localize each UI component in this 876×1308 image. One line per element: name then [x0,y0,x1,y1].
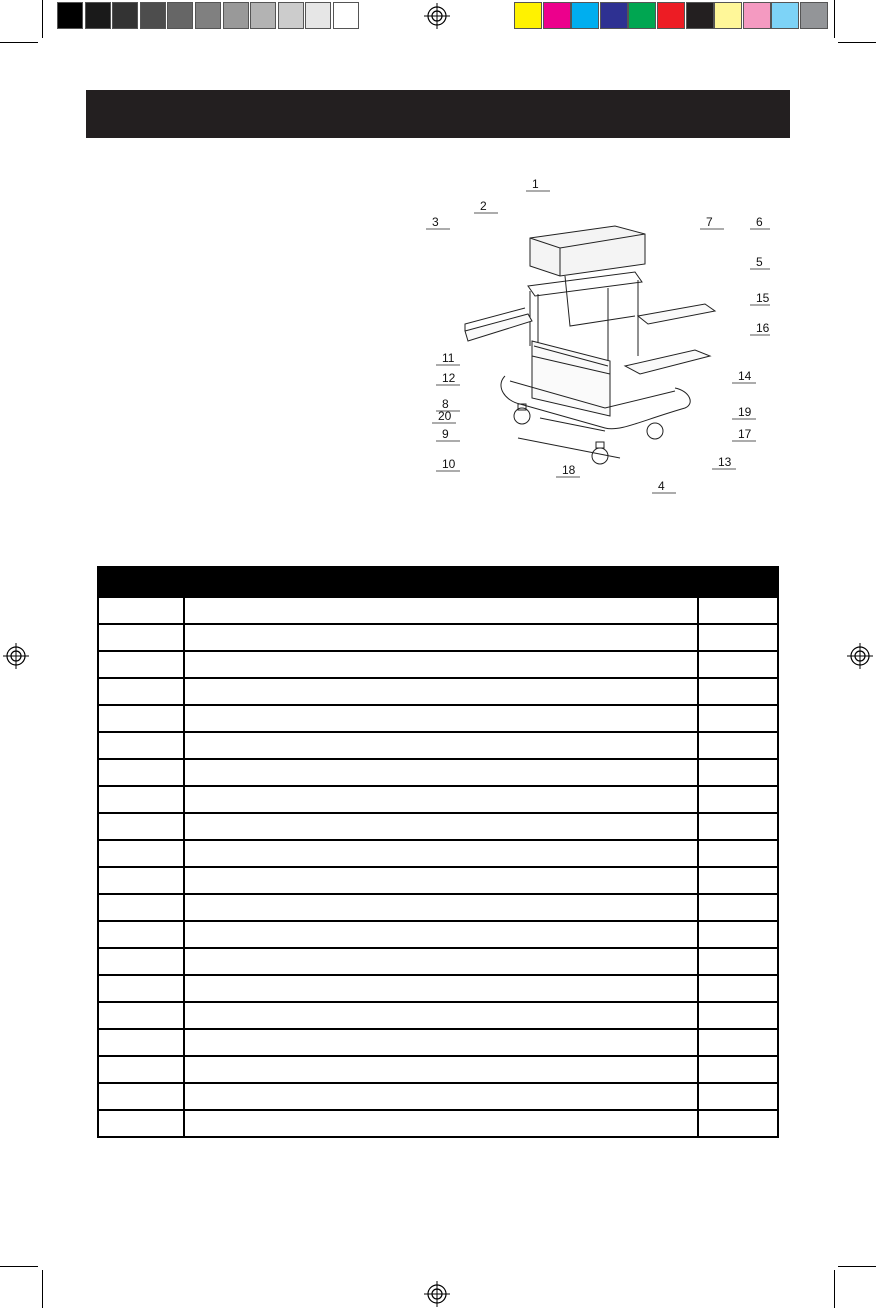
section-header-band [86,90,790,138]
part-quantity-cell [698,651,778,678]
part-quantity-cell [698,1083,778,1110]
gray-swatch [140,2,166,29]
table-row [98,975,778,1002]
table-row [98,1029,778,1056]
part-number-cell [98,1056,184,1083]
part-description-cell [184,1029,698,1056]
color-swatch [600,2,628,29]
callout-label: 10 [442,457,456,471]
callout-label: 11 [442,351,455,365]
table-row [98,705,778,732]
color-swatch [771,2,799,29]
callout-label: 20 [438,409,452,423]
part-description-cell [184,1056,698,1083]
gray-swatch [195,2,221,29]
color-swatch [571,2,599,29]
crop-mark [834,1270,835,1308]
callout-label: 14 [738,369,752,383]
part-quantity-cell [698,867,778,894]
table-header-row [98,567,778,597]
part-description-cell [184,597,698,624]
part-description-cell [184,867,698,894]
part-description-cell [184,624,698,651]
color-swatch [743,2,771,29]
part-quantity-cell [698,1029,778,1056]
callout-label: 2 [480,199,487,213]
part-quantity-cell [698,705,778,732]
table-row [98,840,778,867]
table-row [98,786,778,813]
part-quantity-cell [698,1110,778,1137]
part-quantity-cell [698,975,778,1002]
gray-swatch [333,2,359,29]
callout-label: 6 [756,215,763,229]
gray-swatch [278,2,304,29]
part-description-cell [184,840,698,867]
callout-label: 13 [718,455,732,469]
callout-label: 4 [658,479,665,493]
color-swatch [800,2,828,29]
gray-swatch [305,2,331,29]
table-row [98,759,778,786]
callout-label: 12 [442,371,456,385]
color-swatch [543,2,571,29]
part-description-cell [184,705,698,732]
callout-label: 5 [756,255,763,269]
part-quantity-cell [698,1002,778,1029]
part-number-cell [98,786,184,813]
part-description-cell [184,651,698,678]
color-swatch [628,2,656,29]
section-title [86,90,790,114]
gray-swatch [57,2,83,29]
registration-mark-icon [424,1281,450,1307]
part-quantity-cell [698,786,778,813]
callout-label: 8 [442,397,449,411]
table-row [98,894,778,921]
part-quantity-cell [698,759,778,786]
table-row [98,597,778,624]
part-quantity-cell [698,921,778,948]
table-row [98,867,778,894]
registration-mark-icon [424,3,450,29]
part-description-cell [184,1002,698,1029]
crop-mark [0,1266,38,1267]
crop-mark [0,42,38,43]
crop-mark [838,1266,876,1267]
part-description-cell [184,759,698,786]
part-description-cell [184,975,698,1002]
part-quantity-cell [698,678,778,705]
part-quantity-cell [698,894,778,921]
crop-mark [838,42,876,43]
part-quantity-cell [698,624,778,651]
table-row [98,1083,778,1110]
part-number-cell [98,975,184,1002]
part-number-cell [98,840,184,867]
part-number-cell [98,1083,184,1110]
part-description-cell [184,948,698,975]
part-number-cell [98,759,184,786]
part-number-cell [98,1029,184,1056]
part-description-cell [184,813,698,840]
color-swatch [657,2,685,29]
callout-label: 1 [532,177,539,191]
callout-label: 15 [756,291,770,305]
table-row [98,651,778,678]
part-number-cell [98,921,184,948]
registration-mark-icon [847,643,873,669]
part-number-cell [98,732,184,759]
part-quantity-cell [698,1056,778,1083]
table-row [98,1056,778,1083]
callout-label: 18 [562,463,576,477]
part-number-cell [98,624,184,651]
part-description-cell [184,1110,698,1137]
part-number-cell [98,894,184,921]
part-quantity-cell [698,948,778,975]
callout-label: 19 [738,405,752,419]
table-row [98,813,778,840]
column-header-description [184,567,698,597]
part-description-cell [184,678,698,705]
table-row [98,732,778,759]
part-number-cell [98,813,184,840]
part-number-cell [98,867,184,894]
table-row [98,678,778,705]
registration-mark-icon [3,643,29,669]
part-description-cell [184,894,698,921]
exploded-parts-diagram [410,176,770,496]
callout-label: 9 [442,427,449,441]
part-quantity-cell [698,840,778,867]
column-header-number [98,567,184,597]
table-row [98,1110,778,1137]
callout-label: 17 [738,427,752,441]
color-swatch [686,2,714,29]
part-description-cell [184,921,698,948]
part-number-cell [98,948,184,975]
parts-list-table [97,566,779,1138]
part-quantity-cell [698,597,778,624]
part-number-cell [98,678,184,705]
part-description-cell [184,1083,698,1110]
crop-mark [42,0,43,38]
part-number-cell [98,1002,184,1029]
callout-label: 3 [432,215,439,229]
column-header-quantity [698,567,778,597]
part-quantity-cell [698,732,778,759]
part-number-cell [98,705,184,732]
gray-swatch [250,2,276,29]
gray-swatch [85,2,111,29]
part-description-cell [184,732,698,759]
part-description-cell [184,786,698,813]
part-number-cell [98,651,184,678]
gray-swatch [223,2,249,29]
gray-swatch [167,2,193,29]
table-row [98,1002,778,1029]
table-row [98,921,778,948]
part-number-cell [98,597,184,624]
crop-mark [42,1270,43,1308]
callout-label: 7 [706,215,713,229]
table-row [98,624,778,651]
color-swatch [714,2,742,29]
callout-label: 16 [756,321,770,335]
part-number-cell [98,1110,184,1137]
gray-swatch [112,2,138,29]
crop-mark [834,0,835,38]
part-quantity-cell [698,813,778,840]
color-swatch [514,2,542,29]
table-row [98,948,778,975]
